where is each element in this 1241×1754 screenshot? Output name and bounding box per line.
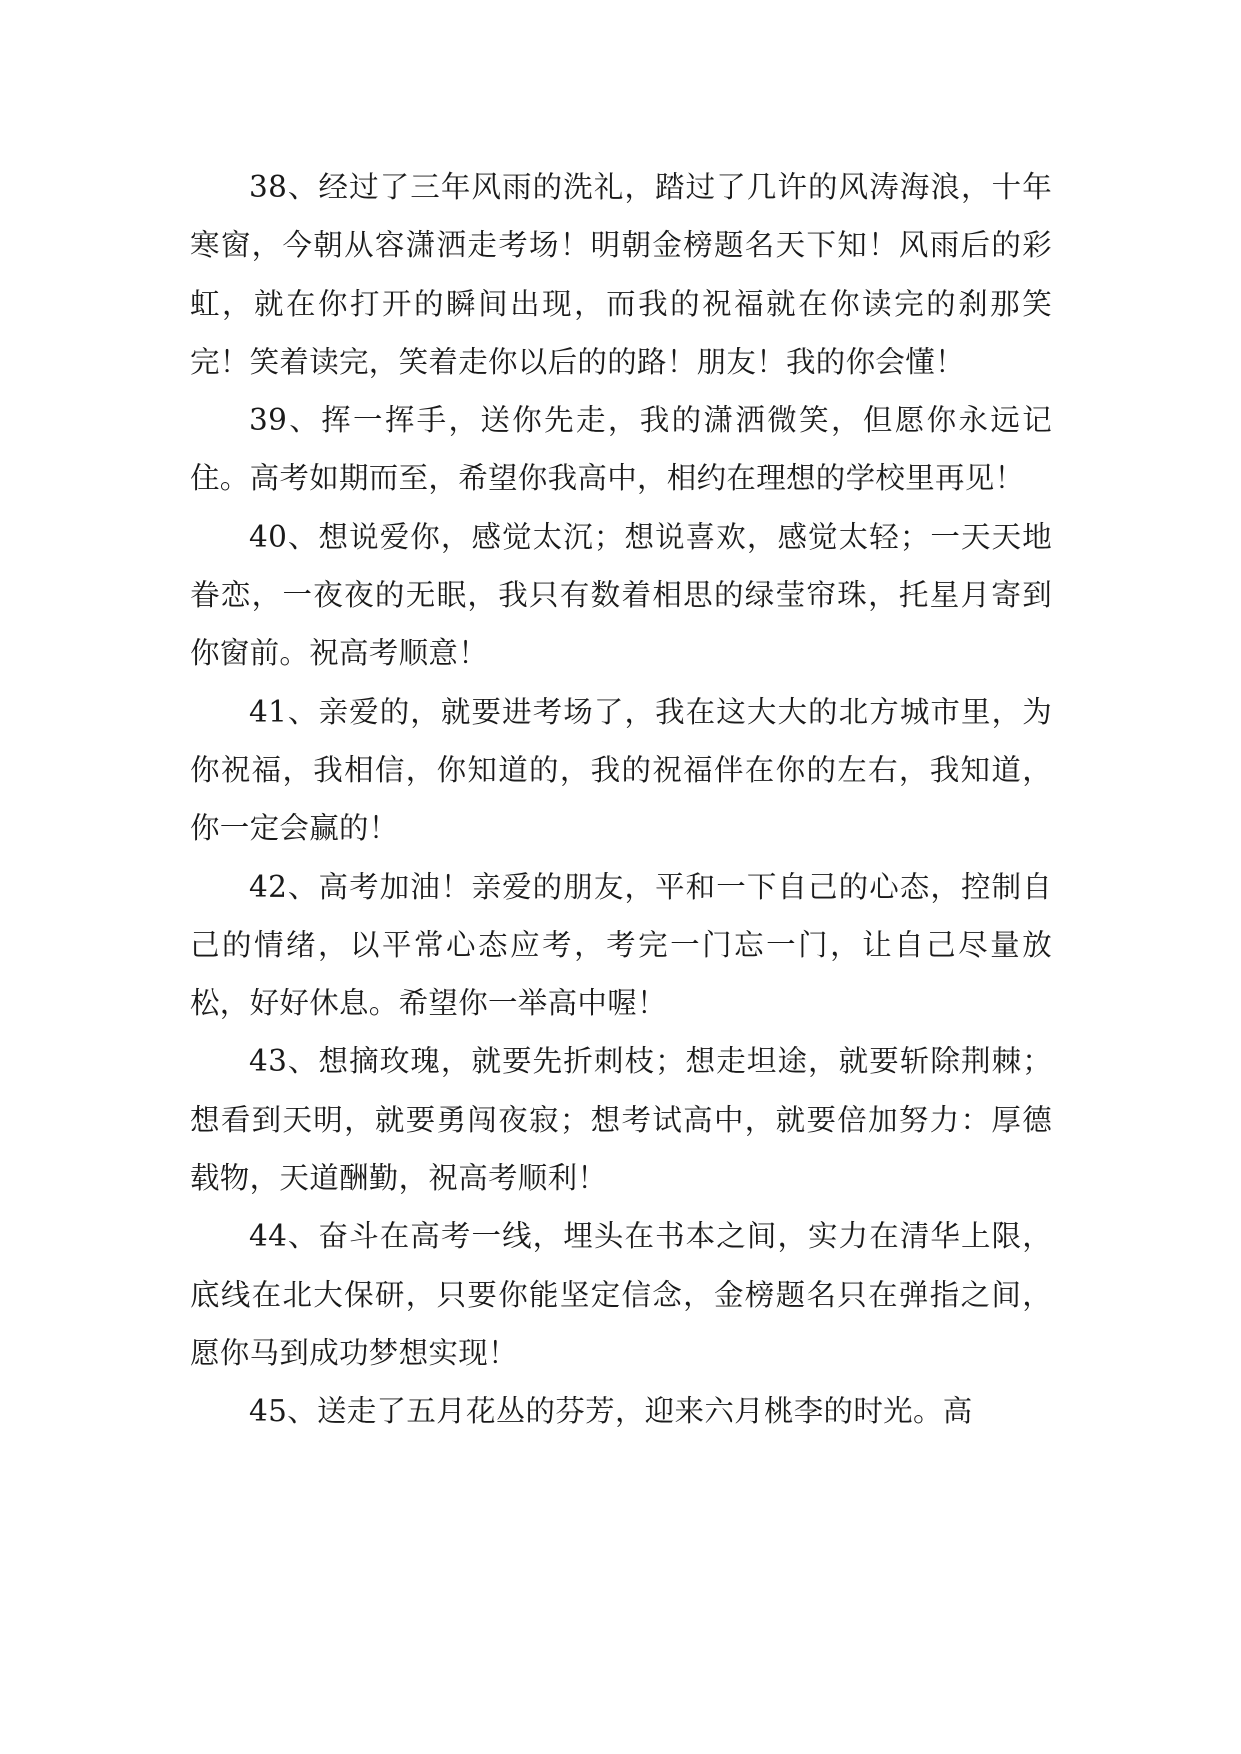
paragraph-42: 42、高考加油！亲爱的朋友，平和一下自己的心态，控制自己的情绪，以平常心态应考，考完一门忘一门，让自己尽量放松，好好休息。希望你一举高中喔！ bbox=[190, 869, 1052, 1021]
paragraph-40: 40、想说爱你，感觉太沉；想说喜欢，感觉太轻；一天天地眷恋，一夜夜的无眠，我只有数着相思的绿莹帘珠，托星月寄到你窗前。祝高考顺意！ bbox=[190, 519, 1052, 671]
paragraph-44: 44、奋斗在高考一线，埋头在书本之间，实力在清华上限，底线在北大保研，只要你能坚定信念，金榜题名只在弹指之间，愿你马到成功梦想实现！ bbox=[190, 1219, 1052, 1370]
paragraph-41: 41、亲爱的，就要进考场了，我在这大大的北方城市里，为你祝福，我相信，你知道的，我的祝福伴在你的左右，我知道，你一定会赢的！ bbox=[190, 694, 1052, 846]
document-page bbox=[190, 158, 1052, 1441]
paragraph-39: 39、挥一挥手，送你先走，我的潇洒微笑，但愿你永远记住。高考如期而至，希望你我高中，相约在理想的学校里再见！ bbox=[190, 403, 1052, 496]
paragraph-45: 45、送走了五月花丛的芬芳，迎来六月桃李的时光。高 bbox=[249, 1394, 973, 1429]
paragraph-38: 38、经过了三年风雨的洗礼，踏过了几许的风涛海浪，十年寒窗，今朝从容潇洒走考场！明朝金榜题名天下知！风雨后的彩虹，就在你打开的瞬间出现，而我的祝福就在你读完的刹那笑完！笑着读完，笑着走你以后的的路！朋友！我的你会懂！ bbox=[190, 170, 1052, 379]
paragraph-43: 43、想摘玫瑰，就要先折刺枝；想走坦途，就要斩除荆棘；想看到天明，就要勇闯夜寂；想考试高中，就要倍加努力：厚德载物，天道酬勤，祝高考顺利！ bbox=[190, 1044, 1052, 1196]
